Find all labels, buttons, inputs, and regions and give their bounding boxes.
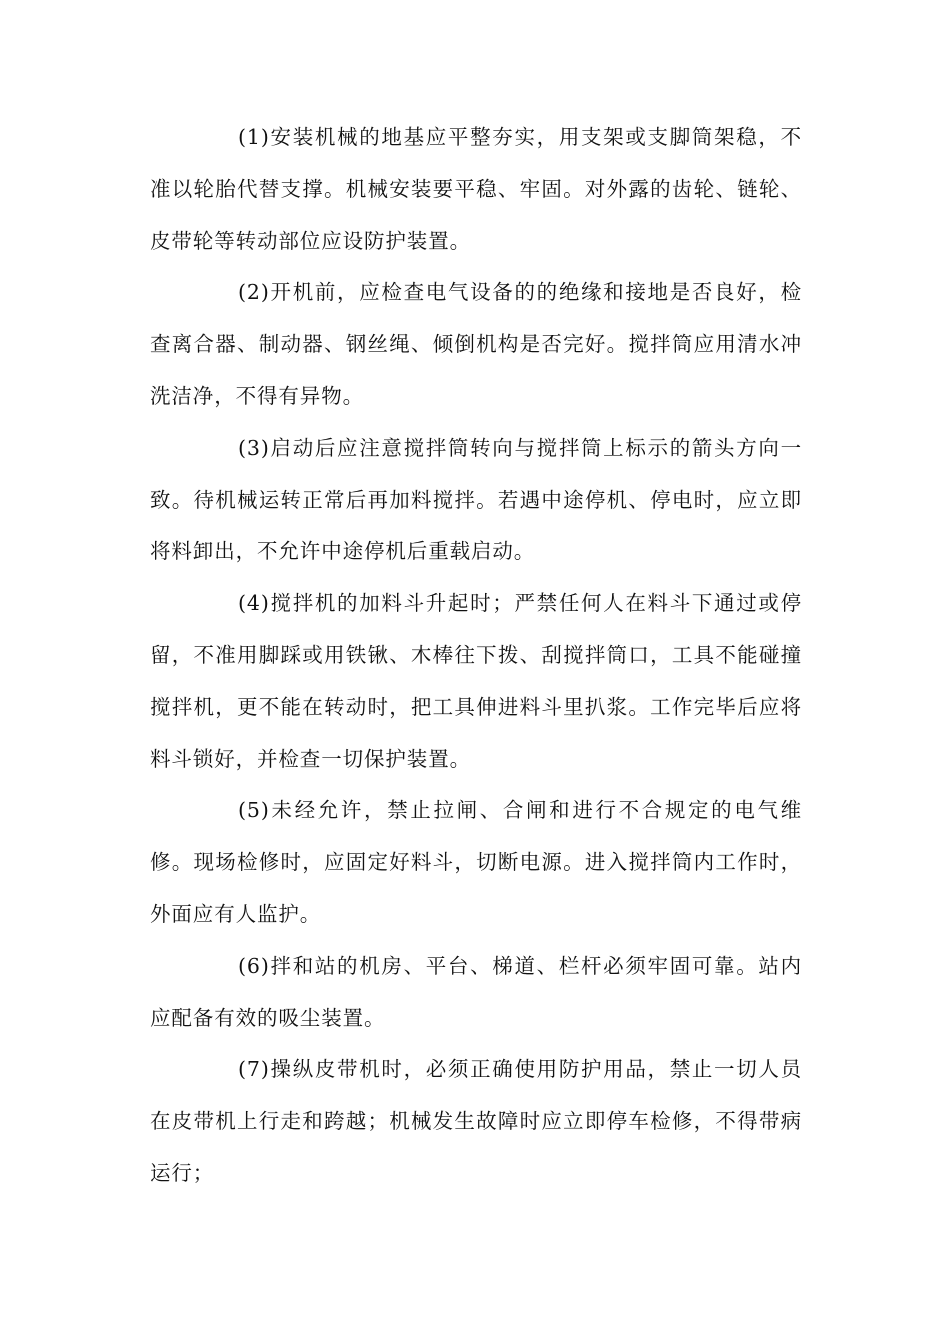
paragraph-2: (2)开机前，应检查电气设备的的绝缘和接地是否良好，检查离合器、制动器、钢丝绳、倾倒机构是否完好。搅拌筒应用清水冲洗洁净，不得有异物。 [150,280,802,408]
paragraph-7: (7)操纵皮带机时，必须正确使用防护用品，禁止一切人员在皮带机上行走和跨越；机械发生故障时应立即停车检修，不得带病运行； [150,1057,802,1185]
paragraph-3: (3)启动后应注意搅拌筒转向与搅拌筒上标示的箭头方向一致。待机械运转正常后再加料搅拌。若遇中途停机、停电时，应立即将料卸出，不允许中途停机后重载启动。 [150,435,802,564]
paragraph-6: (6)拌和站的机房、平台、梯道、栏杆必须牢固可靠。站内应配备有效的吸尘装置。 [150,953,802,1030]
paragraph-5: (5)未经允许，禁止拉闸、合闸和进行不合规定的电气维修。现场检修时，应固定好料斗，切断电源。进入搅拌筒内工作时，外面应有人监护。 [150,798,802,926]
paragraph-4: (4)搅拌机的加料斗升起时；严禁任何人在料斗下通过或停留，不准用脚踩或用铁锹、木棒往下拨、刮搅拌筒口，工具不能碰撞搅拌机，更不能在转动时，把工具伸进料斗里扒浆。工作完毕后应将料斗锁好，并检查一切保护装置。 [150,591,802,771]
document-page [150,112,802,1200]
paragraph-1: (1)安装机械的地基应平整夯实，用支架或支脚筒架稳，不准以轮胎代替支撑。机械安装要平稳、牢固。对外露的齿轮、链轮、皮带轮等转动部位应设防护装置。 [150,125,802,253]
